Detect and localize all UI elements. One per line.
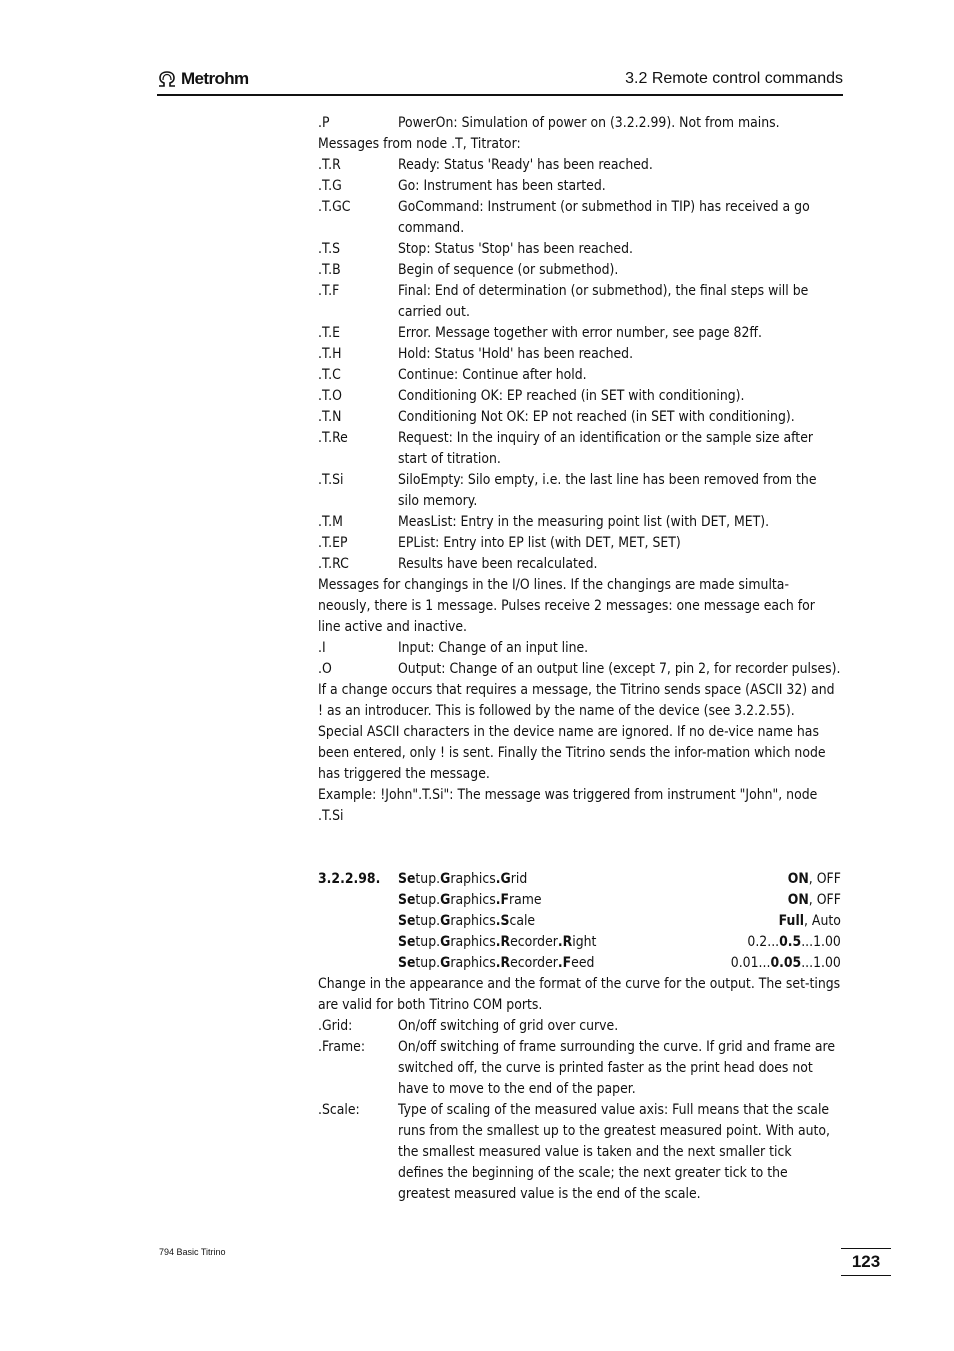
omega-icon: [157, 70, 177, 88]
list-item: [318, 512, 841, 533]
item-description: Error. Message together with error number, see page 82ff.: [397, 325, 762, 341]
graphics-intro: Change in the appearance and the format of the curve for the output. The set-tings are valid for both Titrino COM ports.: [318, 976, 841, 1013]
list-item: [318, 1016, 841, 1037]
command-name: Setup.Graphics.Recorder.Feed: [397, 955, 595, 971]
command-row: [318, 932, 841, 953]
item-key: .T.S: [318, 241, 340, 257]
list-item: [318, 407, 841, 428]
item-key: .T.C: [318, 367, 341, 383]
list-item: [318, 470, 841, 512]
command-options: ON, OFF: [787, 892, 841, 908]
list-item: [318, 323, 841, 344]
list-item: [318, 239, 841, 260]
titrator-intro: Messages from node .T, Titrator:: [318, 136, 521, 152]
section-number: 3.2.2.98.: [318, 871, 381, 887]
item-key: .I: [318, 640, 326, 656]
item-key: .Scale:: [318, 1102, 360, 1118]
item-key: .T.F: [318, 283, 340, 299]
item-description: Ready: Status 'Ready' has been reached.: [397, 157, 653, 173]
item-key: .Frame:: [318, 1039, 366, 1055]
section-number: [318, 932, 398, 953]
item-description: Stop: Status 'Stop' has been reached.: [397, 241, 633, 257]
item-description: Input: Change of an input line.: [397, 640, 589, 656]
item-key: .T.G: [318, 178, 342, 194]
item-key: .Grid:: [318, 1018, 353, 1034]
list-item: [318, 386, 841, 407]
page-number-box: [841, 1248, 891, 1276]
item-key: .P: [318, 115, 330, 131]
item-description: On/off switching of frame surrounding the curve. If grid and frame are switched off, the curve is printed faster as the print head does not have to move to the end of the paper.: [397, 1039, 836, 1097]
list-item: [318, 281, 841, 323]
item-key: .O: [318, 661, 332, 677]
item-description: Begin of sequence (or submethod).: [397, 262, 619, 278]
list-item: [318, 638, 841, 659]
command-name: Setup.Graphics.Grid: [397, 871, 528, 887]
page-number: 123: [851, 1252, 881, 1271]
footer-product: 794 Basic Titrino: [159, 1247, 226, 1257]
item-description: Go: Instrument has been started.: [397, 178, 606, 194]
item-key: .T.M: [318, 514, 343, 530]
command-row: [318, 953, 841, 974]
list-item: [318, 344, 841, 365]
message-paragraph: If a change occurs that requires a message, the Titrino sends space (ASCII 32) and ! as an introducer. This is followed by the name of the device (see 3.2.2.55). Special ASCII characters in the device name are ignored. If no de-vice name has been entered, only ! is sent. Finally the Titrino sends the infor-mation which node has triggered the message.: [318, 682, 835, 782]
graphics-command-list: [318, 869, 841, 974]
section-number: [318, 890, 398, 911]
io-intro: Messages for changings in the I/O lines. If the changings are made simulta-neously, there is 1 message. Pulses receive 2 messages: one message each for line active and inactive.: [318, 577, 815, 635]
item-description: On/off switching of grid over curve.: [397, 1018, 619, 1034]
command-options: ON, OFF: [787, 871, 841, 887]
command-name: Setup.Graphics.Frame: [397, 892, 542, 908]
list-item: [318, 1100, 841, 1205]
item-key: .T.N: [318, 409, 342, 425]
item-key: .T.Si: [318, 472, 344, 488]
page-header: [157, 66, 843, 96]
list-item: [318, 365, 841, 386]
item-description: Output: Change of an output line (except 7, pin 2, for recorder pulses).: [397, 661, 841, 677]
graphics-option-list: [318, 1016, 841, 1205]
example-paragraph: Example: !John".T.Si": The message was triggered from instrument "John", node .T.Si: [318, 787, 818, 824]
brand-logo: [157, 68, 249, 90]
item-description: Hold: Status 'Hold' has been reached.: [397, 346, 634, 362]
list-item: [318, 155, 841, 176]
item-description: MeasList: Entry in the measuring point list (with DET, MET).: [397, 514, 770, 530]
list-item: [318, 554, 841, 575]
item-key: .T.H: [318, 346, 342, 362]
io-message-list: [318, 638, 841, 680]
item-description: Type of scaling of the measured value axis: Full means that the scale runs from the smallest up to the greatest measured point. With auto, the smallest measured value is taken and the next smaller tick defines the beginning of the scale; the next greater tick to the greatest measured value is the end of the scale.: [397, 1102, 831, 1202]
item-description: SiloEmpty: Silo empty, i.e. the last line has been removed from the silo memory.: [397, 472, 817, 509]
list-item: [318, 1037, 841, 1100]
list-item: [318, 428, 841, 470]
command-row: [318, 911, 841, 932]
power-list: [318, 113, 841, 134]
item-key: .T.B: [318, 262, 341, 278]
main-content: [318, 113, 841, 1205]
list-item: [318, 113, 841, 134]
item-description: EPList: Entry into EP list (with DET, MET, SET): [397, 535, 681, 551]
titrator-message-list: [318, 155, 841, 575]
list-item: [318, 659, 841, 680]
item-key: .T.Re: [318, 430, 348, 446]
item-key: .T.EP: [318, 535, 348, 551]
command-row: [318, 869, 841, 890]
list-item: [318, 260, 841, 281]
command-options: Full, Auto: [778, 913, 841, 929]
section-number: [318, 911, 398, 932]
list-item: [318, 533, 841, 554]
command-options: 0.2...0.5...1.00: [747, 934, 841, 950]
item-description: GoCommand: Instrument (or submethod in TIP) has received a go command.: [397, 199, 810, 236]
command-name: Setup.Graphics.Scale: [397, 913, 536, 929]
item-key: .T.O: [318, 388, 342, 404]
item-key: .T.RC: [318, 556, 349, 572]
item-description: Conditioning OK: EP reached (in SET with conditioning).: [397, 388, 745, 404]
list-item: [318, 197, 841, 239]
item-description: Continue: Continue after hold.: [397, 367, 587, 383]
item-description: Conditioning Not OK: EP not reached (in SET with conditioning).: [397, 409, 795, 425]
item-description: PowerOn: Simulation of power on (3.2.2.99). Not from mains.: [397, 115, 780, 131]
item-description: Final: End of determination (or submethod), the final steps will be carried out.: [397, 283, 809, 320]
list-item: [318, 176, 841, 197]
item-key: .T.R: [318, 157, 341, 173]
item-description: Results have been recalculated.: [397, 556, 598, 572]
section-number: [318, 953, 398, 974]
command-name: Setup.Graphics.Recorder.Right: [397, 934, 597, 950]
section-title: 3.2 Remote control commands: [625, 70, 843, 87]
command-row: [318, 890, 841, 911]
brand-name: Metrohm: [181, 69, 249, 88]
command-options: 0.01...0.05...1.00: [730, 955, 841, 971]
item-key: .T.GC: [318, 199, 351, 215]
item-description: Request: In the inquiry of an identification or the sample size after start of titration.: [397, 430, 813, 467]
item-key: .T.E: [318, 325, 340, 341]
